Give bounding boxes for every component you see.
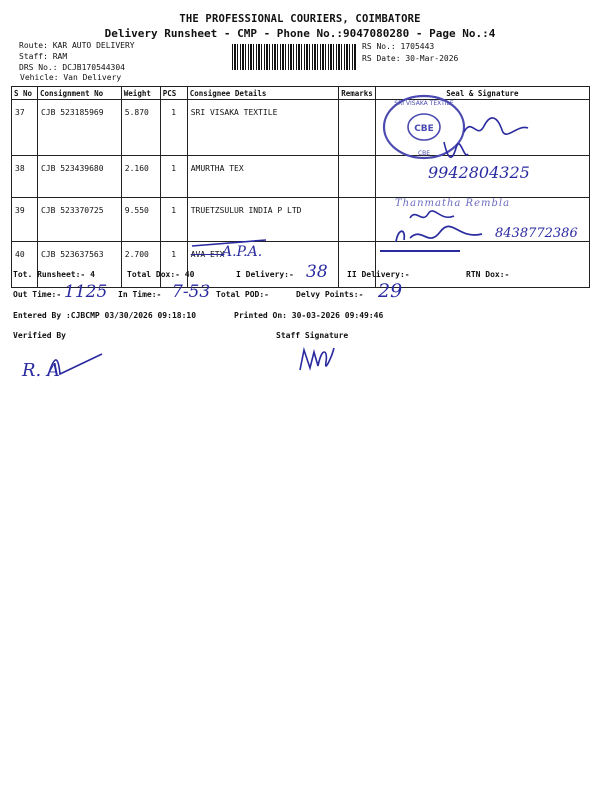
cell-consignment: CJB 523637563: [37, 242, 121, 288]
cell-pcs: 1: [160, 156, 187, 198]
stamp-center-text: CBE: [414, 124, 434, 134]
verified-by-label: Verified By: [13, 331, 66, 340]
col-header-consignee: Consignee Details: [187, 87, 339, 100]
cell-remarks: [339, 198, 376, 242]
entered-by: Entered By :CJBCMP 03/30/2026 09:18:10: [13, 311, 197, 320]
delvy-points-value: 29: [378, 280, 403, 302]
cell-weight: 9.550: [121, 198, 160, 242]
drs-number: DRS No.: DCJB170544304: [19, 63, 125, 72]
cell-sno: 37: [12, 100, 38, 156]
col-header-weight: Weight: [121, 87, 160, 100]
cell-sno: 40: [12, 242, 38, 288]
cell-remarks: [339, 242, 376, 288]
cell-sno: 39: [12, 198, 38, 242]
signature-scribble-40: [392, 222, 492, 250]
total-pod: Total POD:-: [216, 290, 269, 299]
rs-number: RS No.: 1705443: [362, 42, 435, 51]
cell-consignment: CJB 523185969: [37, 100, 121, 156]
cell-weight: 2.160: [121, 156, 160, 198]
printed-on: Printed On: 30-03-2026 09:49:46: [234, 311, 384, 320]
cell-consignment: CJB 523439680: [37, 156, 121, 198]
stamp-bottom-text: CBE: [417, 150, 431, 157]
cell-weight: 2.700: [121, 242, 160, 288]
staff-signature-label: Staff Signature: [276, 331, 349, 340]
handwritten-phone-40: 8438772386: [495, 226, 578, 241]
in-time-value: 7-53: [172, 282, 211, 302]
signature-scribble-37: [462, 112, 532, 142]
tot-runsheet: Tot. Runsheet:- 4: [13, 270, 95, 279]
cell-consignee: SRI VISAKA TEXTILE: [187, 100, 339, 156]
cell-remarks: [339, 100, 376, 156]
col-header-consignment: Consignment No: [37, 87, 121, 100]
ii-delivery: II Delivery:-: [347, 270, 410, 279]
col-header-remarks: Remarks: [339, 87, 376, 100]
vehicle-label: Vehicle: Van Delivery: [20, 73, 122, 82]
cell-pcs: 1: [160, 100, 187, 156]
staff-label: Staff: RAM: [19, 52, 68, 61]
cell-consignee: AMURTHA TEX: [187, 156, 339, 198]
rs-date: RS Date: 30-Mar-2026: [362, 54, 459, 63]
stamp-top-text: SRI VISAKA TEXTILE: [394, 100, 454, 107]
col-header-signature: Seal & Signature: [375, 87, 589, 100]
strike-line: [380, 250, 460, 252]
rtn-dox: RTN Dox:-: [466, 270, 510, 279]
handwritten-apa: A.P.A.: [222, 244, 263, 260]
document-title: THE PROFESSIONAL COURIERS, COIMBATORE: [179, 13, 421, 25]
cell-remarks: [339, 156, 376, 198]
consignee-struck: AVA ETX: [190, 250, 225, 259]
out-time-value: 1125: [64, 282, 108, 302]
verified-signature-text: R. A: [22, 360, 60, 381]
table-row: [12, 242, 590, 288]
cell-pcs: 1: [160, 198, 187, 242]
weight-strike-scribble: [190, 236, 270, 252]
handwritten-phone-38: 9942804325: [428, 163, 530, 182]
in-time-label: In Time:-: [118, 290, 162, 299]
cell-sno: 38: [12, 156, 38, 198]
route-label: Route: KAR AUTO DELIVERY: [19, 41, 135, 50]
barcode: [232, 44, 356, 70]
delvy-points-label: Delvy Points:-: [296, 290, 364, 299]
i-delivery-label: I Delivery:-: [236, 270, 294, 279]
staff-signature-scribble: [296, 342, 336, 376]
table-header-row: [12, 87, 590, 100]
document-subtitle: Delivery Runsheet - CMP - Phone No.:9047080280 - Page No.:4: [104, 27, 496, 40]
out-time-label: Out Time:-: [13, 290, 62, 299]
total-dox: Total Dox:- 40: [127, 270, 195, 279]
row39-scrawl: Thanmatha Rembla: [395, 198, 511, 209]
cell-consignee: TRUETZSULUR INDIA P LTD: [187, 198, 339, 242]
cell-weight: 5.870: [121, 100, 160, 156]
verified-signature-scribble: [46, 350, 106, 380]
i-delivery-value: 38: [306, 262, 328, 282]
cell-consignment: CJB 523370725: [37, 198, 121, 242]
col-header-sno: S No: [12, 87, 38, 100]
col-header-pcs: PCS: [160, 87, 187, 100]
cell-pcs: 1: [160, 242, 187, 288]
